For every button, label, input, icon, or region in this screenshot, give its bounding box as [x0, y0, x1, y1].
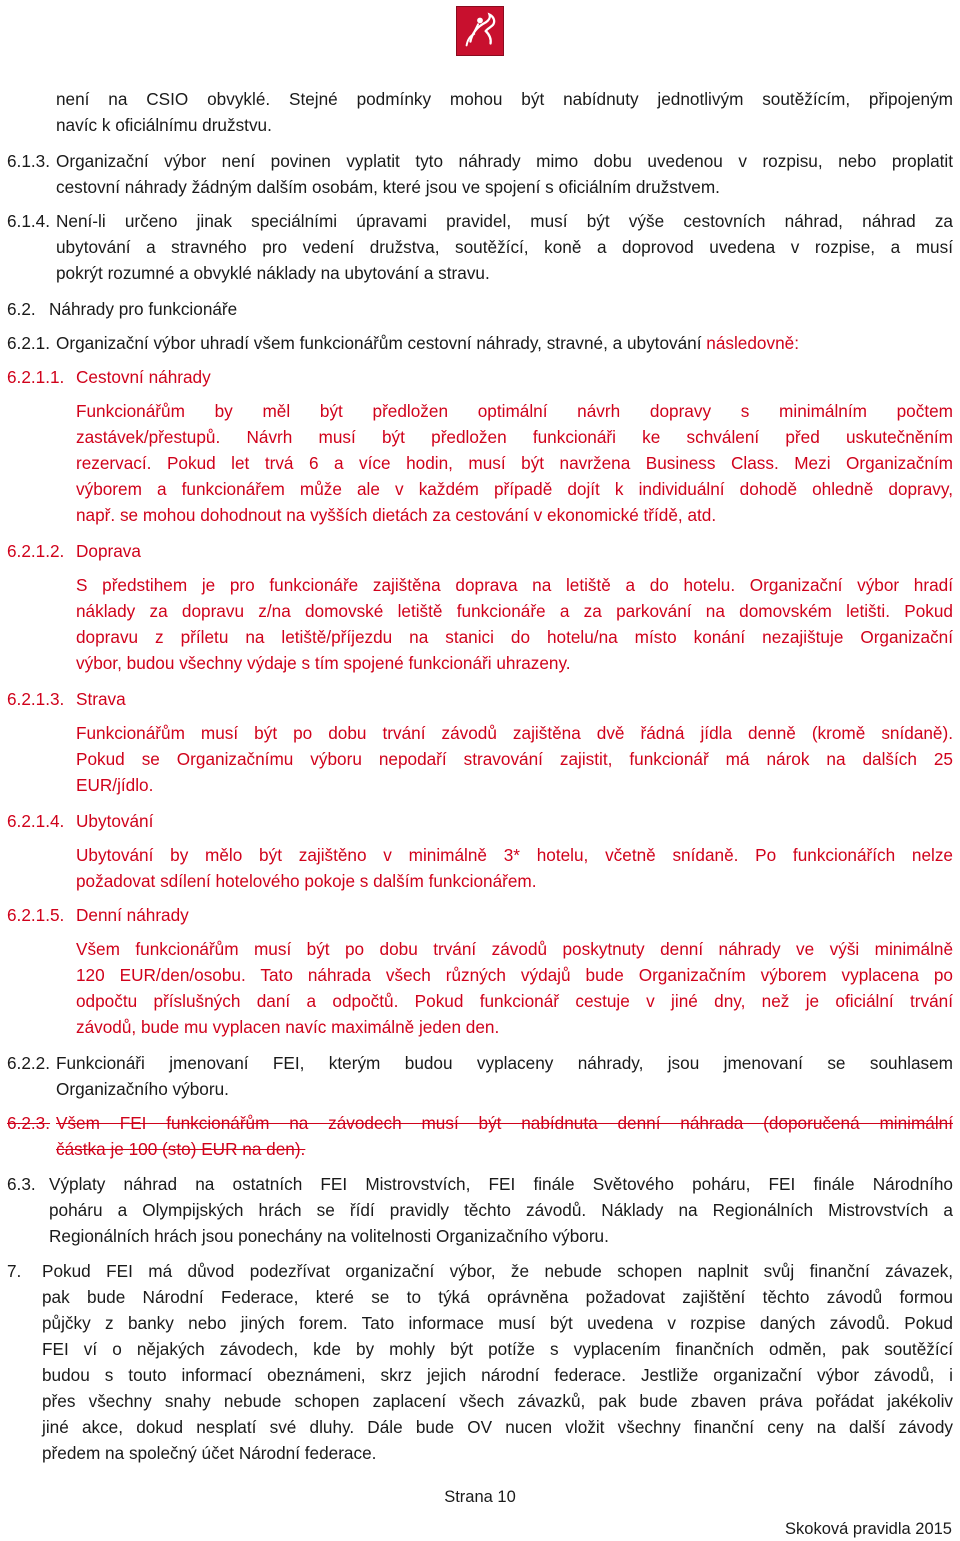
paragraph-line: zastávek/přestupů. Návrh musí být předložen funkcionáři ke schválení před uskutečněním [76, 427, 953, 447]
paragraph-line-struck: částka je 100 (sto) EUR na den). [56, 1139, 306, 1159]
paragraph-line: jiné akce, dokud nesplatí své dluhy. Dále bude OV nucen vložit všechny finanční ceny na další závody [42, 1417, 953, 1437]
paragraph-line: Regionálních hrách jsou ponechány na volitelnosti Organizačního výboru. [49, 1226, 609, 1246]
paragraph-line: Funkcionářům musí být po dobu trvání závodů zajištěna dvě řádná jídla denně (kromě snídaně). [76, 723, 953, 743]
section-number: 6.2.1.2. [7, 541, 65, 561]
section-number: 6.2. [7, 299, 36, 319]
document-title-footer: Skoková pravidla 2015 [785, 1520, 952, 1538]
section-number: 7. [7, 1261, 22, 1281]
section-number: 6.2.1. [7, 333, 51, 353]
paragraph-line: výbor, budou všechny výdaje s tím spojené funkcionáři uhrazeny. [76, 653, 571, 673]
horse-icon [457, 7, 503, 55]
paragraph-line: náklady za dopravu z/na domovské letiště funkcionáře a za parkování na domovském letišti. Pokud [76, 601, 953, 621]
paragraph-line: S předstihem je pro funkcionáře zajištěna doprava na letiště a do hotelu. Organizační výbor hradí [76, 575, 953, 595]
paragraph-line: Funkcionáři jmenovaní FEI, kterým budou vyplaceny náhrady, jsou jmenovaní se souhlasem [56, 1053, 953, 1073]
section-heading: Doprava [76, 541, 141, 561]
paragraph-line: odpočtu příslušných daní a odpočtů. Pokud funkcionář cestuje v jiné dny, než je oficiální trvání [76, 991, 953, 1011]
paragraph-line: přes všechny snahy nebude schopen zaplacení všech závazků, pak bude zbaven práva pořádat jakékoliv [42, 1391, 953, 1411]
section-heading: Denní náhrady [76, 905, 189, 925]
paragraph-line: EUR/jídlo. [76, 775, 154, 795]
paragraph-line: dopravu z příletu na letiště/příjezdu na stanici do hotelu/na místo konání nezajištuje Organizační [76, 627, 953, 647]
paragraph-line: Organizačního výboru. [56, 1079, 229, 1099]
paragraph-line: Pokud se Organizačnímu výboru nepodaří stravování zajistit, funkcionář má nárok na dalších 25 [76, 749, 953, 769]
fei-horse-logo-icon [456, 6, 504, 56]
paragraph-line: Funkcionářům by měl být předložen optimální návrh dopravy s minimálním počtem [76, 401, 953, 421]
paragraph-line: není na CSIO obvyklé. Stejné podmínky mohou být nabídnuty jednotlivým soutěžícím, připojeným [56, 89, 953, 109]
paragraph-line: půjčky z banky nebo jiných forem. Tato informace musí být uvedena v rozpise daných závodů. Pokud [42, 1313, 953, 1333]
paragraph-line-struck: Všem FEI funkcionářům na závodech musí být nabídnuta denní náhrada (doporučená minimální [56, 1113, 953, 1133]
paragraph-line: navíc k oficiálnímu družstvu. [56, 115, 272, 135]
section-number-struck: 6.2.3. [7, 1113, 51, 1133]
paragraph-line: pokrýt rozumné a obvyklé náklady na ubytování a stravu. [56, 263, 490, 283]
paragraph-line: výborem a funkcionářem může ale v každém případě dojít k individuální dohodě ohledně dopravy, [76, 479, 953, 499]
paragraph-line: budou s touto informací obeznámeni, skrz jejich národní federace. Jestliže organizační výbor závodů, i [42, 1365, 953, 1385]
section-number: 6.2.1.3. [7, 689, 65, 709]
section-number: 6.2.1.4. [7, 811, 65, 831]
paragraph-line: Organizační výbor není povinen vyplatit tyto náhrady mimo dobu uvedenou v rozpisu, nebo proplatit [56, 151, 953, 171]
paragraph-line: Výplaty náhrad na ostatních FEI Mistrovstvích, FEI finále Světového poháru, FEI finále Národního [49, 1174, 953, 1194]
paragraph-line: závodů, bude mu vyplacen navíc maximálně jeden den. [76, 1017, 500, 1037]
paragraph-line: Všem funkcionářům musí být po dobu trvání závodů poskytnuty denní náhrady ve výši minimálně [76, 939, 953, 959]
section-heading: Cestovní náhrady [76, 367, 211, 387]
paragraph-line: rezervací. Pokud let trvá 6 a více hodin, musí být navržena Business Class. Mezi Organizačním [76, 453, 953, 473]
page-number: Strana 10 [444, 1488, 516, 1506]
section-number: 6.1.4. [7, 211, 51, 231]
section-heading: Náhrady pro funkcionáře [49, 299, 238, 319]
paragraph-line: FEI ví o nějakých závodech, kde by mohly být potíže s vyplacením finančních odměn, pak soutěžící [42, 1339, 953, 1359]
text-run: Organizační výbor uhradí všem funkcionářům cestovní náhrady, stravné, a ubytování [56, 333, 707, 353]
paragraph-line: poháru a Olympijských hrách se řídí pravidly těchto závodů. Náklady na Regionálních Mistrovstvích a [49, 1200, 953, 1220]
paragraph-line: předem na společný účet Národní federace. [42, 1443, 377, 1463]
section-number: 6.2.1.1. [7, 367, 65, 387]
paragraph-line: ubytování a stravného pro vedení družstva, soutěžící, koně a doprovod uvedena v rozpise, a musí [56, 237, 953, 257]
paragraph-line: Ubytování by mělo být zajištěno v minimálně 3* hotelu, včetně snídaně. Po funkcionářích nelze [76, 845, 953, 865]
section-number: 6.1.3. [7, 151, 51, 171]
section-number: 6.2.1.5. [7, 905, 65, 925]
text-run-red: následovně: [706, 333, 799, 353]
paragraph-line: 120 EUR/den/osobu. Tato náhrada všech různých výdajů bude Organizačním výborem vyplacena po [76, 965, 953, 985]
section-number: 6.3. [7, 1174, 36, 1194]
paragraph-line: např. se mohou dohodnout na vyšších dietách za cestování v ekonomické třídě, atd. [76, 505, 717, 525]
paragraph-line: Není-li určeno jinak speciálními úpravami pravidel, musí být výše cestovních náhrad, náhrad za [56, 211, 953, 231]
paragraph-line: cestovní náhrady žádným dalším osobám, které jsou ve spojení s oficiálním družstvem. [56, 177, 720, 197]
section-heading: Strava [76, 689, 126, 709]
paragraph-line [56, 330, 799, 356]
paragraph-line: pak bude Národní Federace, které se to týká oprávněna požadovat zajištění těchto závodů formou [42, 1287, 953, 1307]
paragraph-line: požadovat sdílení hotelového pokoje s dalším funkcionářem. [76, 871, 537, 891]
paragraph-line: Pokud FEI má důvod podezřívat organizační výbor, že nebude schopen naplnit svůj finanční závazek, [42, 1261, 953, 1281]
section-heading: Ubytování [76, 811, 154, 831]
section-number: 6.2.2. [7, 1053, 51, 1073]
